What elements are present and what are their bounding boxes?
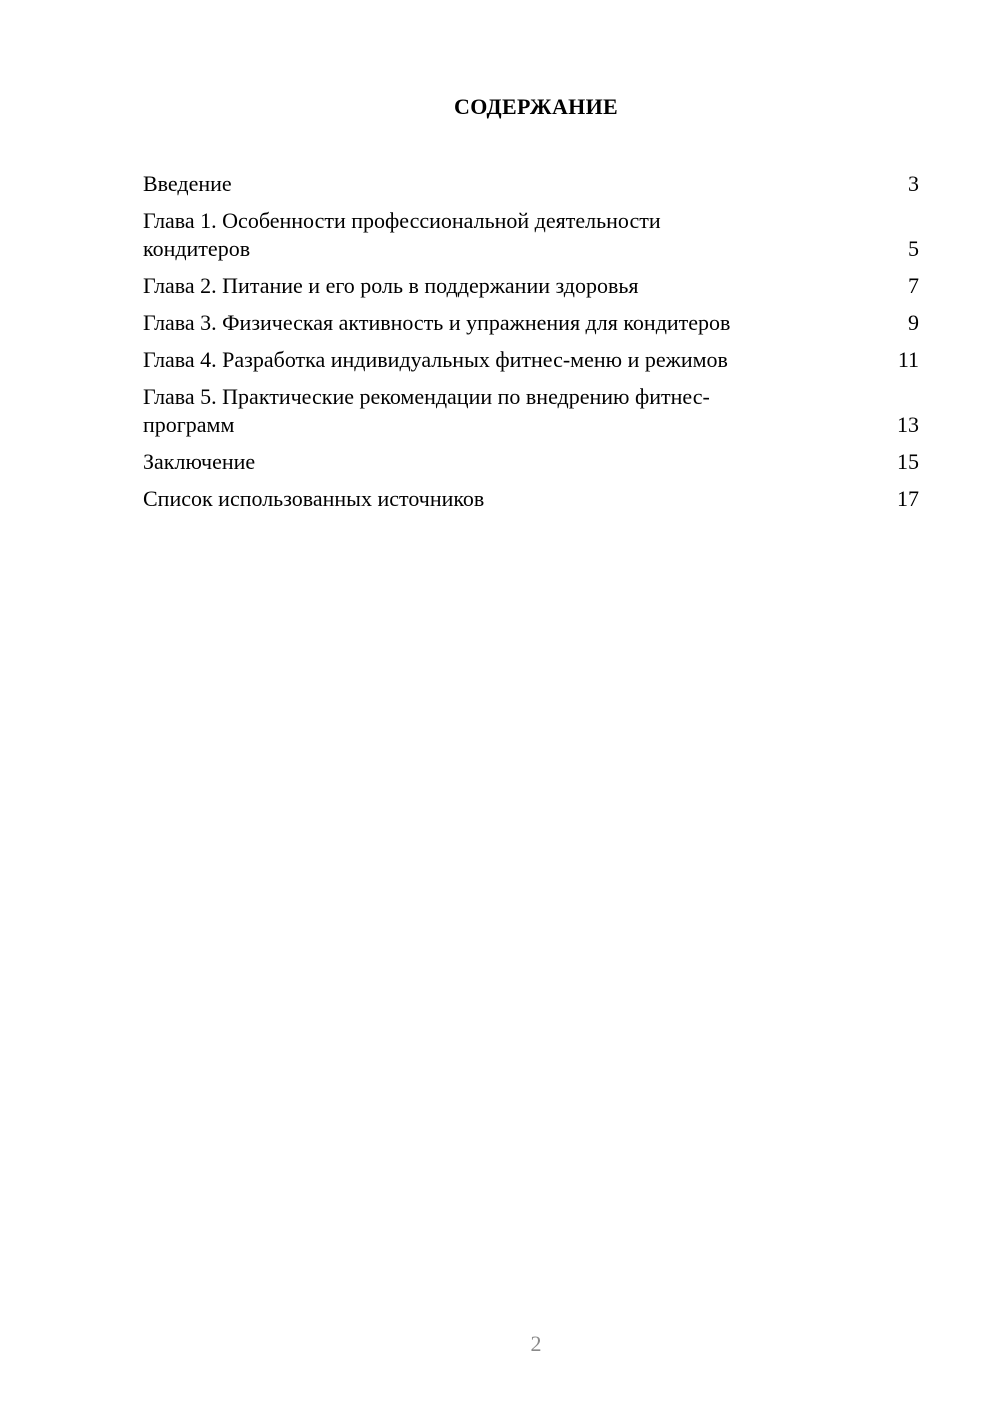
page-number: 2	[530, 1331, 542, 1356]
toc-entry-chapter-1[interactable]	[143, 207, 919, 263]
table-of-contents	[143, 170, 919, 522]
toc-entry-conclusion[interactable]	[143, 448, 919, 476]
toc-entry-page: 5	[908, 236, 919, 261]
toc-entry-chapter-5[interactable]	[143, 383, 919, 439]
toc-entry-page: 7	[908, 273, 919, 298]
toc-entry-page: 17	[897, 486, 919, 511]
toc-entry-page: 15	[897, 449, 919, 474]
toc-entry-introduction[interactable]	[143, 170, 919, 198]
toc-entry-chapter-4[interactable]	[143, 346, 919, 374]
toc-entry-label: Глава 1. Особенности профессиональной деятельности кондитеров	[143, 208, 661, 261]
toc-entry-page: 3	[908, 171, 919, 196]
toc-entry-label: Заключение	[143, 449, 256, 474]
toc-entry-label: Введение	[143, 171, 232, 196]
toc-title: СОДЕРЖАНИЕ	[454, 94, 618, 119]
toc-entry-label: Глава 4. Разработка индивидуальных фитнес-меню и режимов	[143, 347, 728, 372]
toc-entry-label: Глава 3. Физическая активность и упражнения для кондитеров	[143, 310, 731, 335]
toc-entry-chapter-2[interactable]	[143, 272, 919, 300]
toc-entry-page: 11	[897, 347, 919, 372]
toc-entry-page: 13	[897, 412, 919, 437]
toc-entry-label: Список использованных источников	[143, 486, 485, 511]
toc-entry-page: 9	[908, 310, 919, 335]
toc-entry-label: Глава 5. Практические рекомендации по внедрению фитнес-программ	[143, 384, 710, 437]
toc-entry-references[interactable]	[143, 485, 919, 513]
toc-entry-label: Глава 2. Питание и его роль в поддержании здоровья	[143, 273, 639, 298]
toc-entry-chapter-3[interactable]	[143, 309, 919, 337]
